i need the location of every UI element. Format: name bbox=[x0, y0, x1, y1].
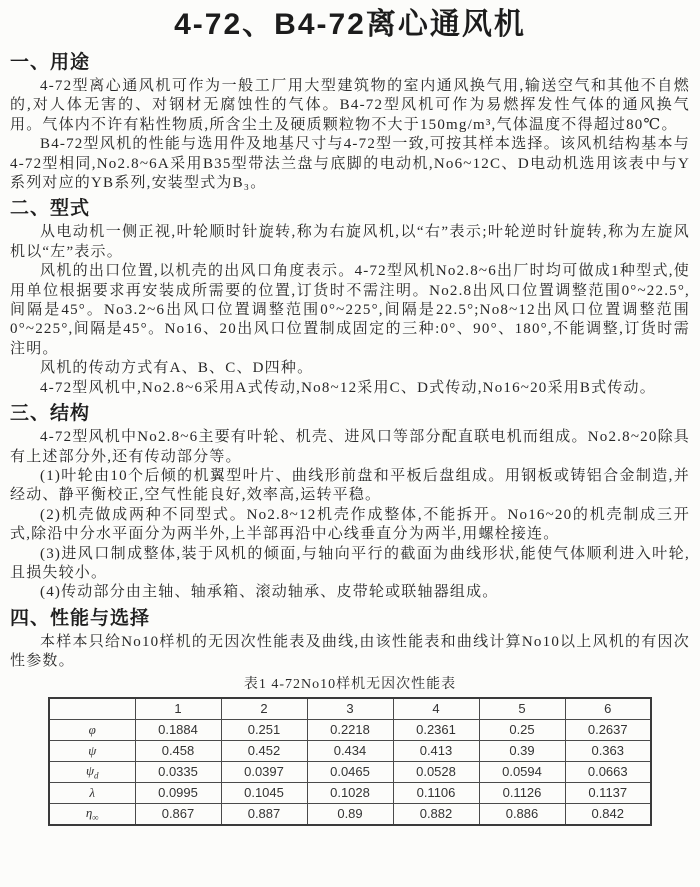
performance-table-body bbox=[49, 719, 651, 825]
table-cell: 0.1028 bbox=[307, 782, 393, 803]
row-symbol: φ bbox=[88, 721, 96, 737]
table-cell: 0.452 bbox=[221, 740, 307, 761]
table-header-row bbox=[49, 698, 651, 720]
paragraph: 4-72型离心通风机可作为一般工厂用大型建筑物的室内通风换气用,输送空气和其他不自燃的,对人体无害的、对钢材无腐蚀性的气体。B4-72型风机可作为易燃挥发性气体的通风换气用。气体内不许有粘性物质,所含尘土及硬质颗粒物不大于150mg/m³,气体温度不得超过80℃。 bbox=[10, 78, 690, 133]
row-symbol: λ bbox=[89, 784, 96, 800]
row-symbol-subscript: d bbox=[94, 770, 99, 781]
table-cell: 0.1045 bbox=[221, 782, 307, 803]
row-label bbox=[49, 803, 135, 825]
paragraph: (3)进风口制成整体,装于风机的倾面,与轴向平行的截面为曲线形状,能使气体顺利进入叶轮,且损失较小。 bbox=[10, 545, 690, 581]
section-heading: 二、型式 bbox=[10, 198, 91, 220]
table-row bbox=[49, 740, 651, 761]
table-cell: 0.2361 bbox=[393, 719, 479, 740]
table-cell: 0.887 bbox=[221, 803, 307, 825]
table-cell: 0.89 bbox=[307, 803, 393, 825]
table-cell: 0.867 bbox=[135, 803, 221, 825]
column-header: 4 bbox=[393, 698, 479, 720]
table-cell: 0.886 bbox=[479, 803, 565, 825]
table-cell: 0.434 bbox=[307, 740, 393, 761]
column-header: 1 bbox=[135, 698, 221, 720]
table-cell: 0.251 bbox=[221, 719, 307, 740]
paragraph: (2)机壳做成两种不同型式。No2.8~12机壳作成整体,不能拆开。No16~20的机壳制成三开式,除沿中分水平面分为两半外,上半部再沿中心线垂直分为两半,用螺栓接连。 bbox=[10, 506, 690, 543]
paragraph: 本样本只给No10样机的无因次性能表及曲线,由该性能表和曲线计算No10以上风机的有因次性参数。 bbox=[10, 633, 690, 670]
column-header: 6 bbox=[565, 698, 651, 720]
paragraph: 风机的传动方式有A、B、C、D四种。 bbox=[40, 360, 314, 377]
table-cell: 0.842 bbox=[565, 803, 651, 825]
table-row bbox=[49, 782, 651, 803]
column-header bbox=[49, 698, 135, 720]
table-cell: 0.882 bbox=[393, 803, 479, 825]
row-symbol: ψ bbox=[88, 742, 97, 758]
row-label bbox=[49, 761, 135, 782]
table-cell: 0.0397 bbox=[221, 761, 307, 782]
column-header: 2 bbox=[221, 698, 307, 720]
paragraph: 4-72型风机中,No2.8~6采用A式传动,No8~12采用C、D式传动,No16~20采用B式传动。 bbox=[40, 379, 656, 396]
table-cell: 0.413 bbox=[393, 740, 479, 761]
table-cell: 0.0995 bbox=[135, 782, 221, 803]
table-cell: 0.363 bbox=[565, 740, 651, 761]
section-heading: 一、用途 bbox=[10, 52, 91, 73]
table-caption: 表1 4-72No10样机无因次性能表 bbox=[243, 676, 457, 692]
table-cell: 0.0594 bbox=[479, 761, 565, 782]
row-symbol-subscript: ∞ bbox=[92, 812, 99, 823]
paragraph: 风机的出口位置,以机壳的出风口角度表示。4-72型风机No2.8~6出厂时均可做成1种型式,使用单位根据要求再安装成所需要的位置,订货时不需注明。No2.8出风口位置调整范围0°~22.5°,间隔是45°。No3.2~6出风口位置调整范围0°~225°,间隔是22.5°;No8~12出风口位置调整范围0°~225°,间隔是45°。No16、20出风口位置制成固定的三种:0°、90°、180°,不能调整,订货时需注明。 bbox=[10, 263, 690, 357]
table-cell: 0.39 bbox=[479, 740, 565, 761]
table-row bbox=[49, 803, 651, 825]
row-label bbox=[49, 740, 135, 761]
table-cell: 0.0528 bbox=[393, 761, 479, 782]
paragraph: B4-72型风机的性能与选用件及地基尺寸与4-72型一致,可按其样本选择。该风机结构基本与4-72型相同,No2.8~6A采用B35型带法兰盘与底脚的电动机,No6~12C、D电动机选用该表中与Y系列对应的YB系列,安装型式为B₃。 bbox=[10, 136, 690, 192]
table-cell: 0.1126 bbox=[479, 782, 565, 803]
table-cell: 0.458 bbox=[135, 740, 221, 761]
column-header: 3 bbox=[307, 698, 393, 720]
table-cell: 0.1884 bbox=[135, 719, 221, 740]
paragraph: 从电动机一侧正视,叶轮顺时针旋转,称为右旋风机,以“右”表示;叶轮逆时针旋转,称为左旋风机以“左”表示。 bbox=[10, 224, 690, 260]
table-cell: 0.1106 bbox=[393, 782, 479, 803]
table-cell: 0.0335 bbox=[135, 761, 221, 782]
table-cell: 0.1137 bbox=[565, 782, 651, 803]
table-cell: 0.2637 bbox=[565, 719, 651, 740]
table-cell: 0.25 bbox=[479, 719, 565, 740]
section-heading: 四、性能与选择 bbox=[10, 607, 151, 629]
row-label bbox=[49, 782, 135, 803]
table-row bbox=[49, 719, 651, 740]
column-header: 5 bbox=[479, 698, 565, 720]
performance-table-header bbox=[49, 698, 651, 720]
table-row bbox=[49, 761, 651, 782]
row-symbol: ψ bbox=[85, 762, 95, 778]
page-title: 4-72、B4-72离心通风机 bbox=[174, 8, 526, 41]
row-label bbox=[49, 719, 135, 740]
paragraph: (1)叶轮由10个后倾的机翼型叶片、曲线形前盘和平板后盘组成。用钢板或铸铝合金制造,并经动、静平衡校正,空气性能良好,效率高,运转平稳。 bbox=[10, 467, 690, 504]
table-cell: 0.2218 bbox=[307, 719, 393, 740]
table-cell: 0.0663 bbox=[565, 761, 651, 782]
performance-table bbox=[48, 697, 652, 826]
section-heading: 三、结构 bbox=[10, 403, 91, 425]
row-symbol: η bbox=[85, 804, 93, 820]
paragraph: (4)传动部分由主轴、轴承箱、滚动轴承、皮带轮或联轴器组成。 bbox=[40, 584, 499, 601]
table-cell: 0.0465 bbox=[307, 761, 393, 782]
paragraph: 4-72型风机中No2.8~6主要有叶轮、机壳、进风口等部分配直联电机而组成。No2.8~20除具有上述部分外,还有传动部分等。 bbox=[10, 429, 690, 465]
sections-container bbox=[10, 50, 690, 672]
